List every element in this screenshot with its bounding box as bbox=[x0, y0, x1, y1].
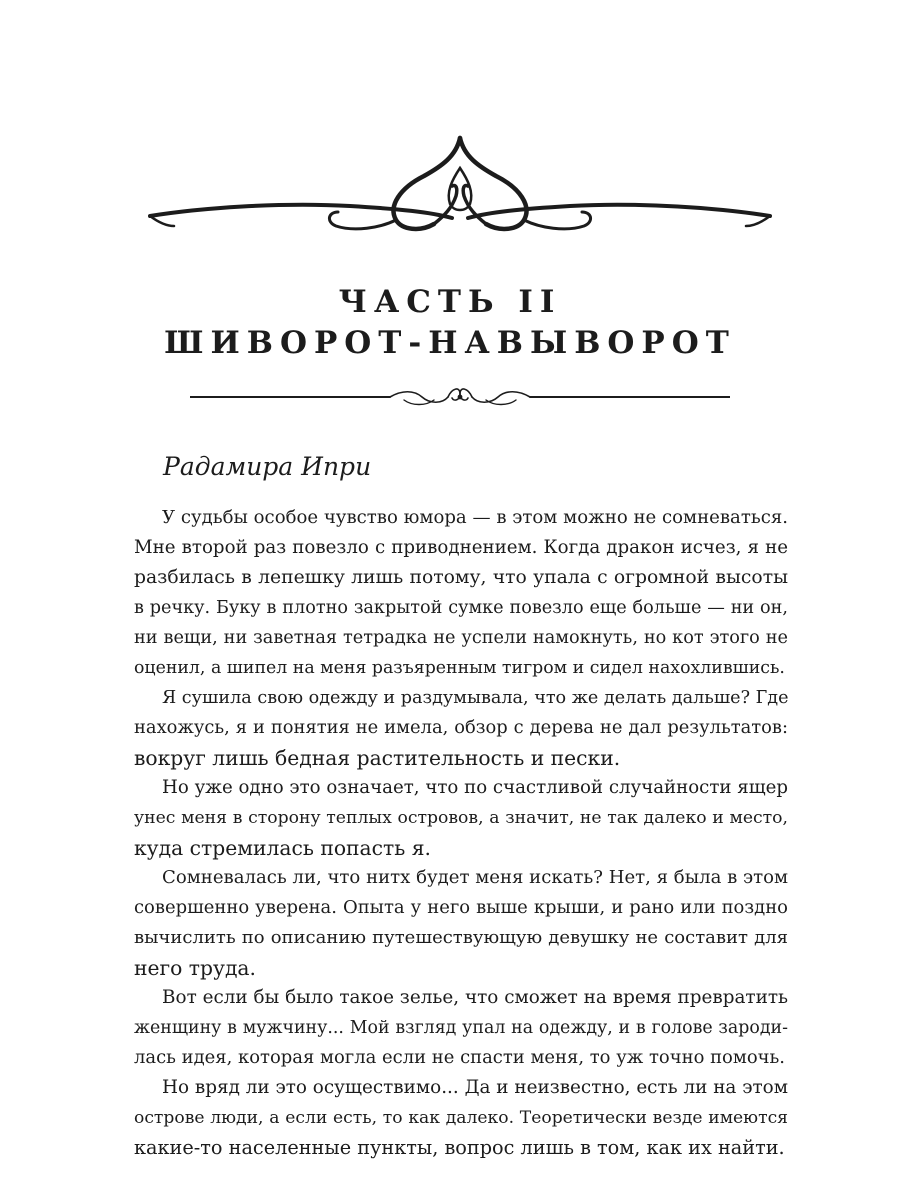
text-line: острове люди, а если есть, то как далеко. Теоретически везде имеются bbox=[134, 1108, 788, 1128]
text-line: Сомневалась ли, что нитх будет меня искать? Нет, я была в этом bbox=[162, 867, 789, 888]
chapter-heading: Радамира Ипри bbox=[163, 452, 372, 481]
paragraph bbox=[134, 773, 788, 863]
paragraph bbox=[134, 863, 788, 983]
text-line: него труда. bbox=[134, 956, 256, 980]
divider-ornament bbox=[190, 380, 730, 414]
top-flourish-ornament bbox=[140, 128, 780, 248]
body-text bbox=[134, 503, 788, 1163]
text-line: ни вещи, ни заветная тетрадка не успели намокнуть, но кот этого не bbox=[134, 628, 788, 648]
text-line: Мне второй раз повезло с приводнением. Когда дракон исчез, я не bbox=[134, 537, 788, 558]
part-number-title: ЧАСТЬ II bbox=[338, 284, 562, 320]
text-line: какие-то населенные пункты, вопрос лишь в том, как их найти. bbox=[134, 1136, 785, 1159]
paragraph bbox=[134, 1073, 788, 1163]
text-line: женщину в мужчину... Мой взгляд упал на одежду, и в голове зароди- bbox=[134, 1018, 788, 1038]
text-line: У судьбы особое чувство юмора — в этом можно не сомневаться. bbox=[162, 507, 788, 528]
text-line: вычислить по описанию путешествующую девушку не составит для bbox=[134, 927, 788, 948]
paragraph bbox=[134, 683, 788, 773]
text-line: Вот если бы было такое зелье, что сможет на время превратить bbox=[162, 987, 788, 1008]
text-line: в речку. Буку в плотно закрытой сумке повезло еще больше — ни он, bbox=[134, 598, 788, 618]
paragraph bbox=[134, 503, 788, 683]
text-line: вокруг лишь бедная растительность и пески. bbox=[134, 746, 621, 770]
part-name-title: ШИВОРОТ-НАВЫВОРОТ bbox=[164, 325, 736, 361]
text-line: Но вряд ли это осуществимо... Да и неизвестно, есть ли на этом bbox=[162, 1077, 788, 1098]
paragraph bbox=[134, 983, 788, 1073]
text-line: лась идея, которая могла если не спасти меня, то уж точно помочь. bbox=[134, 1047, 785, 1068]
text-line: совершенно уверена. Опыта у него выше крыши, и рано или поздно bbox=[134, 897, 788, 918]
text-line: Я сушила свою одежду и раздумывала, что же делать дальше? Где bbox=[162, 688, 789, 708]
text-line: разбилась в лепешку лишь потому, что упала с огромной высоты bbox=[134, 567, 788, 588]
text-line: унес меня в сторону теплых островов, а значит, не так далеко и место, bbox=[134, 808, 788, 828]
text-line: Но уже одно это означает, что по счастливой случайности ящер bbox=[162, 777, 788, 798]
text-line: нахожусь, я и понятия не имела, обзор с дерева не дал результатов: bbox=[134, 717, 788, 738]
text-line: куда стремилась попасть я. bbox=[134, 836, 431, 860]
text-line: оценил, а шипел на меня разъяренным тигром и сидел нахохлившись. bbox=[134, 658, 785, 678]
